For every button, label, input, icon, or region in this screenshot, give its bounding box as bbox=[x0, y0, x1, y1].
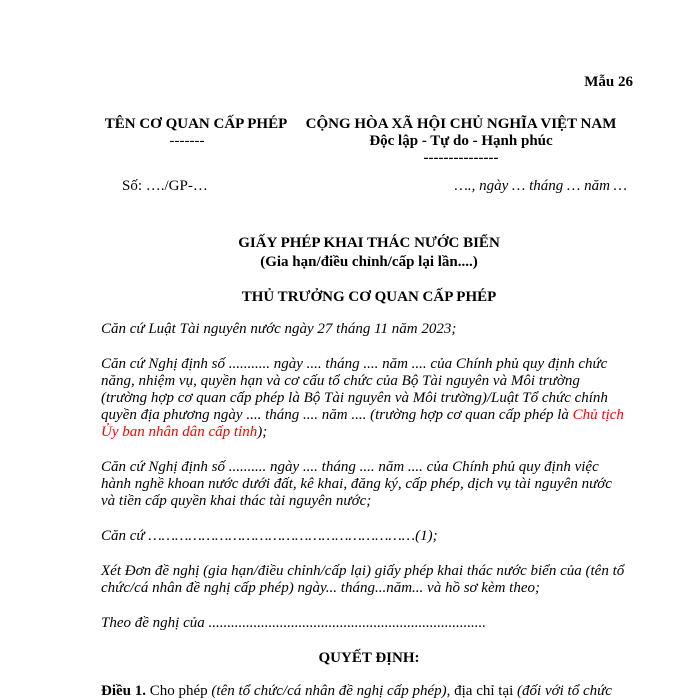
document-date-place: …., ngày … tháng … năm … bbox=[454, 177, 627, 194]
basis-law bbox=[101, 321, 637, 338]
proposal bbox=[101, 615, 637, 632]
decree-license-line-3: và tiền cấp quyền khai thác tài nguyên nước; bbox=[101, 492, 372, 509]
national-header bbox=[300, 116, 622, 167]
decree-license-line-2: hành nghề khoan nước dưới đất, kê khai, đăng ký, cấp phép, dịch vụ tài nguyên nước bbox=[101, 475, 612, 492]
decree-org-line-2: năng, nhiệm vụ, quyền hạn và cơ cấu tổ chức của Bộ Tài nguyên và Môi trường bbox=[101, 372, 580, 389]
highlight-provincial-committee: Ủy ban nhân dân cấp tỉnh bbox=[101, 423, 258, 440]
application-review bbox=[101, 563, 637, 597]
basis-other bbox=[101, 528, 637, 545]
decree-org-line-5-text: ); bbox=[257, 423, 268, 440]
decree-org-line-3: (trường hợp cơ quan cấp phép là Bộ Tài nguyên và Môi trường)/Luật Tổ chức chính bbox=[101, 389, 608, 406]
national-motto: Độc lập - Tự do - Hạnh phúc bbox=[369, 132, 553, 149]
highlight-chairman: Chủ tịch bbox=[572, 406, 624, 423]
decree-org-line-4-text: quyền địa phương ngày .... tháng .... năm .... (trường hợp cơ quan cấp phép là bbox=[101, 406, 569, 423]
document-subtitle: (Gia hạn/điều chỉnh/cấp lại lần....) bbox=[260, 253, 478, 270]
article-1-label: Điều 1. bbox=[101, 682, 146, 699]
document-title: GIẤY PHÉP KHAI THÁC NƯỚC BIỂN bbox=[238, 234, 500, 251]
agency-name: TÊN CƠ QUAN CẤP PHÉP bbox=[104, 115, 288, 132]
application-line-1: Xét Đơn đề nghị (gia hạn/điều chỉnh/cấp lại) giấy phép khai thác nước biển của (tên tổ bbox=[101, 562, 625, 579]
application-line-2: chức/cá nhân đề nghị cấp phép) ngày... tháng...năm... và hồ sơ kèm theo; bbox=[101, 579, 541, 596]
article-1-placeholder-2: (đối với tổ chức bbox=[517, 682, 612, 699]
article-1 bbox=[101, 684, 637, 699]
agency-header bbox=[60, 116, 332, 150]
decree-org-line-4 bbox=[101, 407, 637, 424]
motto-divider: --------------- bbox=[423, 149, 499, 166]
agency-divider: ------- bbox=[169, 132, 205, 149]
article-1-placeholder-1: (tên tổ chức/cá nhân đề nghị cấp phép) bbox=[211, 682, 447, 699]
proposal-line: Theo đề nghị của .......................................................................... bbox=[101, 614, 486, 631]
decision-heading: QUYẾT ĐỊNH: bbox=[318, 649, 420, 666]
decree-org-line-1: Căn cứ Nghị định số ........... ngày .... tháng .... năm .... của Chính phủ quy định chức bbox=[101, 355, 608, 372]
nation-name: CỘNG HÒA XÃ HỘI CHỦ NGHĨA VIỆT NAM bbox=[305, 115, 617, 132]
decree-license-line-1: Căn cứ Nghị định số .......... ngày .... tháng .... năm .... của Chính phủ quy định việc bbox=[101, 458, 599, 475]
basis-decree-organization bbox=[101, 356, 637, 441]
basis-law-line: Căn cứ Luật Tài nguyên nước ngày 27 tháng 11 năm 2023; bbox=[101, 320, 457, 337]
basis-other-line: Căn cứ ……………………………………………………(1); bbox=[101, 527, 438, 544]
form-number: Mẫu 26 bbox=[584, 73, 633, 90]
article-1-text-2: , địa chỉ tại bbox=[446, 682, 514, 699]
basis-decree-licensing bbox=[101, 459, 637, 510]
document-body bbox=[101, 321, 637, 699]
article-1-text-1: Cho phép bbox=[149, 682, 208, 699]
issuing-authority: THỦ TRƯỞNG CƠ QUAN CẤP PHÉP bbox=[241, 288, 497, 305]
document-number: Số: …./GP-… bbox=[122, 177, 208, 194]
decree-org-line-5 bbox=[101, 424, 637, 441]
